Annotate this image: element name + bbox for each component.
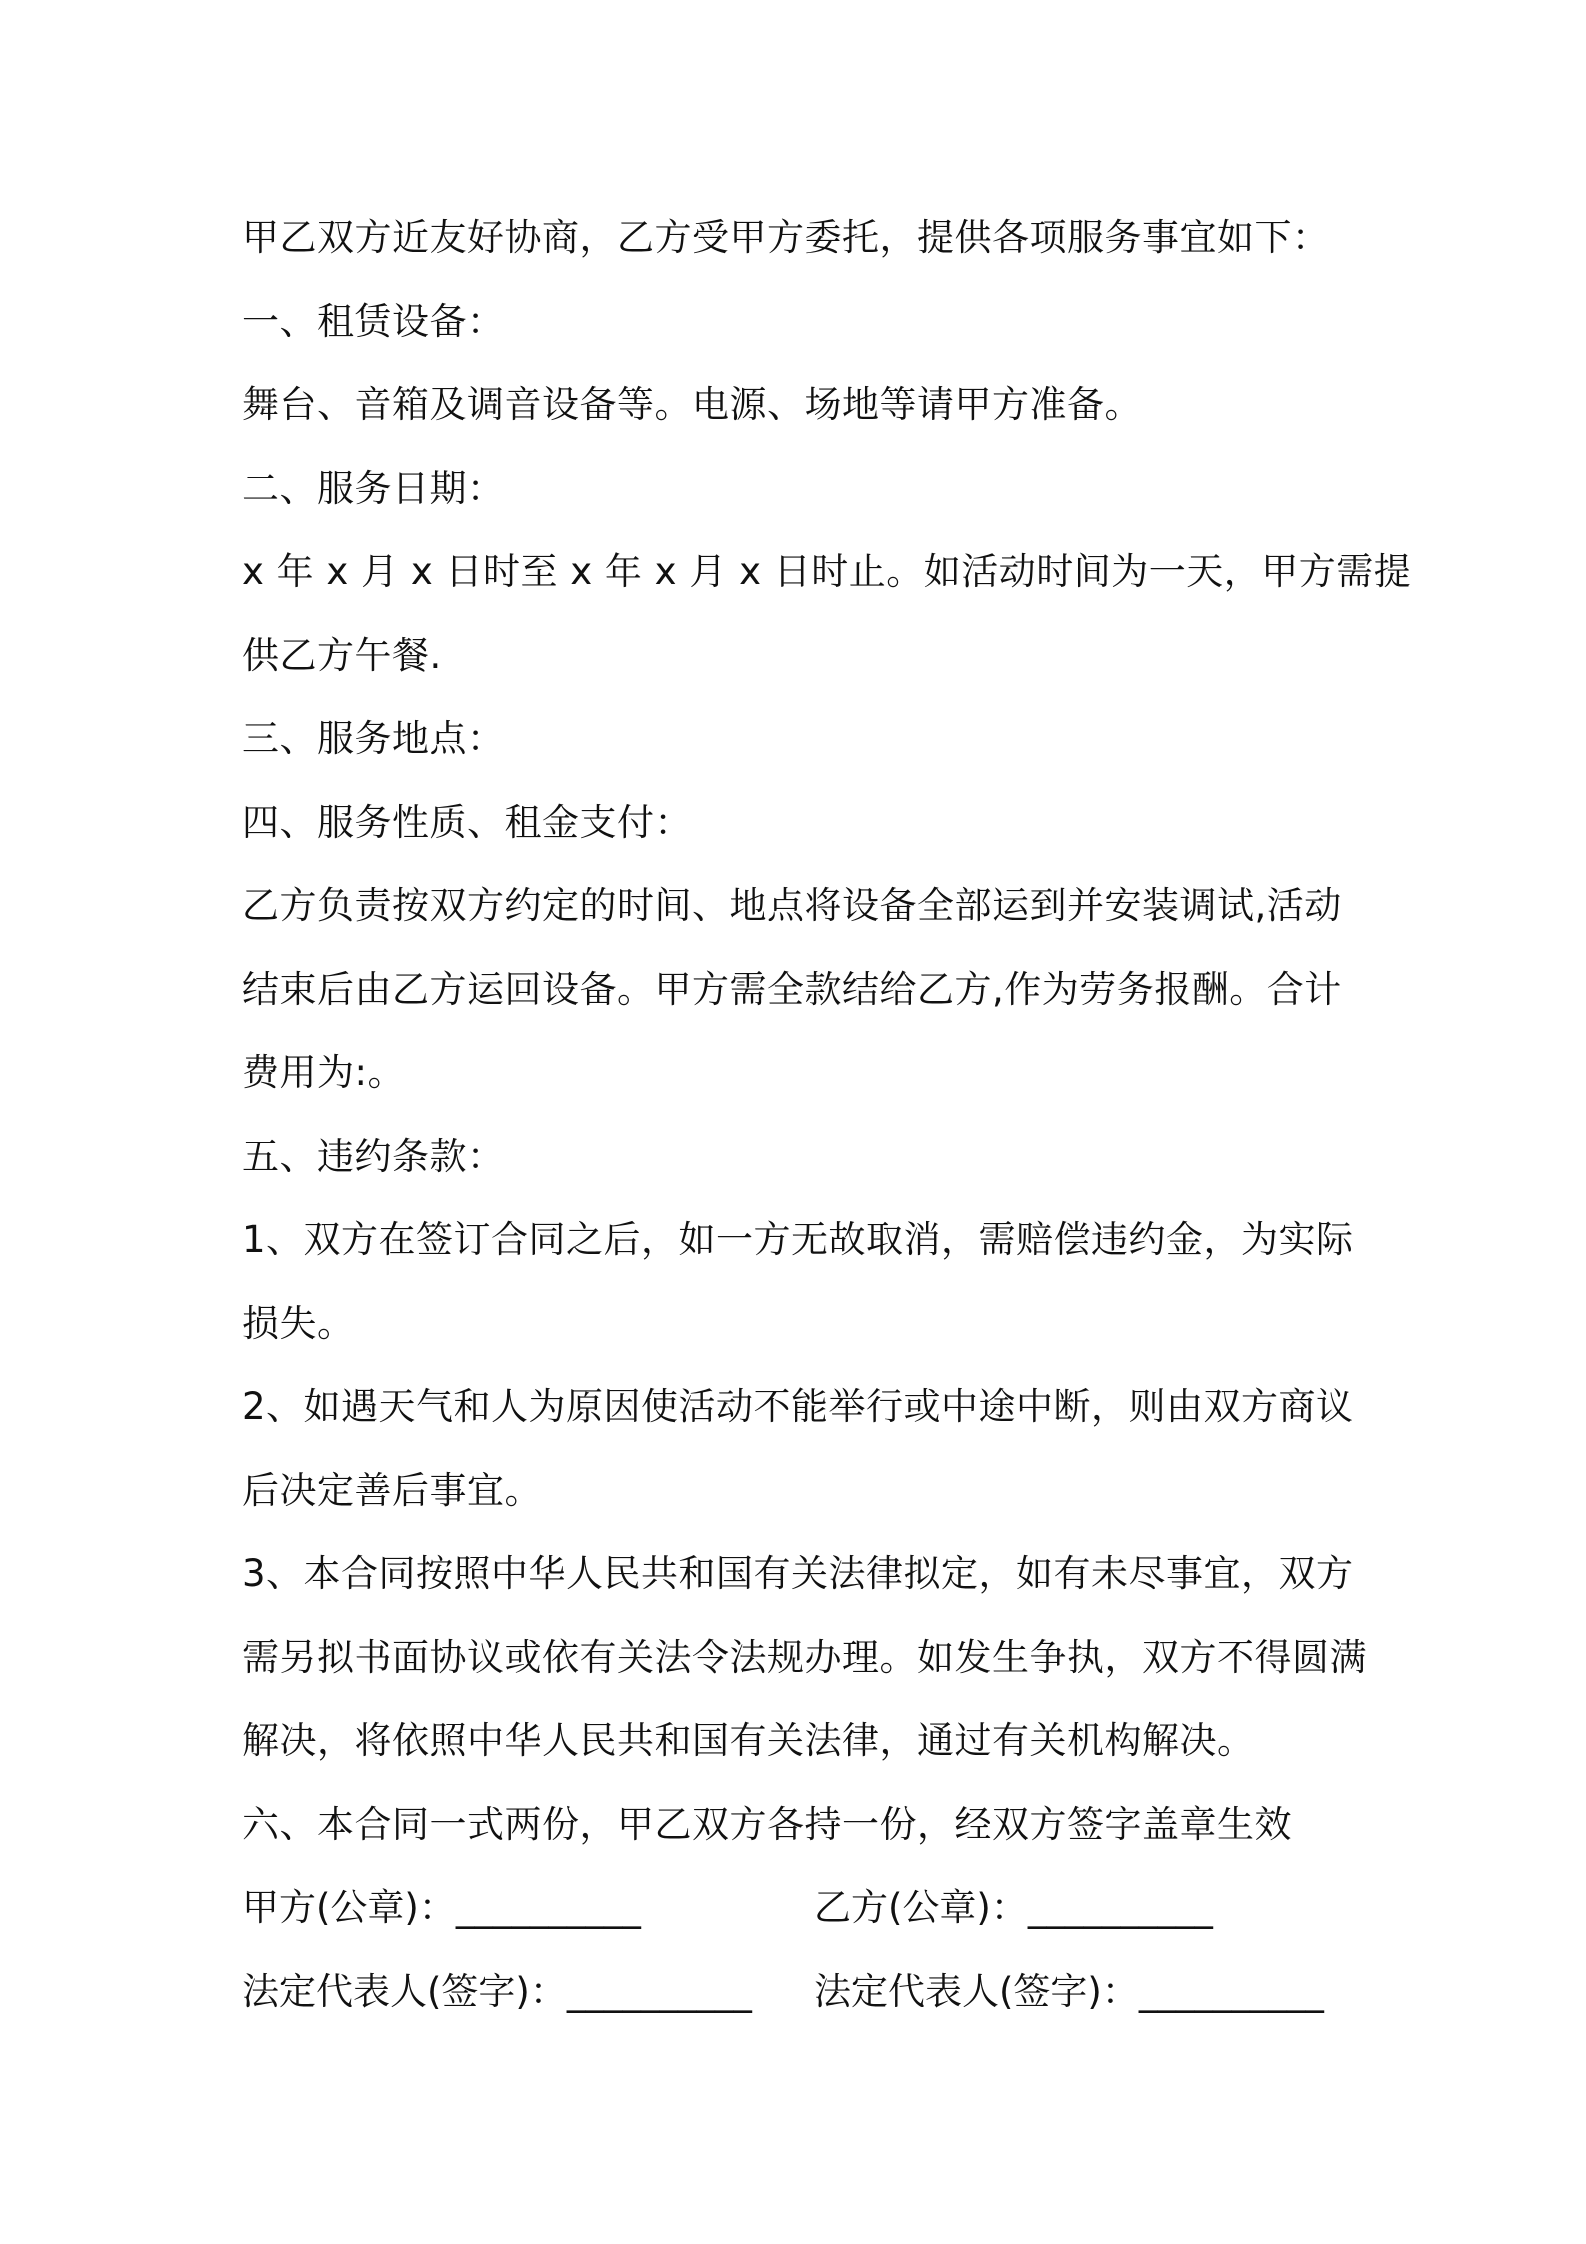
party-a-representative-field[interactable]: 法定代表人(签字)：__________	[242, 1969, 752, 2013]
signature-row-representative	[242, 1950, 1362, 2034]
section-heading-copies: 六、本合同一式两份，甲乙双方各持一份，经双方签字盖章生效	[242, 1802, 1292, 1846]
intro-paragraph: 甲乙双方近友好协商，乙方受甲方委托，提供各项服务事宜如下：	[242, 216, 1330, 259]
breach-clause-3: 3、本合同按照中华人民共和国有关法律拟定，如有未尽事宜，双方	[242, 1552, 1354, 1595]
breach-clause-2: 后决定善后事宜。	[242, 1468, 542, 1512]
breach-clause-1: 1、双方在签订合同之后，如一方无故取消，需赔偿违约金，为实际	[242, 1218, 1354, 1261]
breach-clause-1: 损失。	[242, 1301, 355, 1345]
payment-text: 费用为:。	[242, 1051, 405, 1094]
party-b-representative-field[interactable]: 法定代表人(签字)：__________	[814, 1969, 1324, 2013]
section-heading-service-date: 二、服务日期：	[242, 466, 505, 510]
section-heading-breach: 五、违约条款：	[242, 1134, 505, 1178]
payment-text: 结束后由乙方运回设备。甲方需全款结给乙方,作为劳务报酬。合计	[242, 967, 1342, 1011]
section-heading-service-location: 三、服务地点：	[242, 717, 505, 760]
section-heading-payment: 四、服务性质、租金支付：	[242, 800, 692, 844]
breach-clause-2: 2、如遇天气和人为原因使活动不能举行或中途中断，则由双方商议	[242, 1385, 1354, 1428]
breach-clause-3: 解决，将依照中华人民共和国有关法律，通过有关机构解决。	[242, 1719, 1255, 1762]
contract-document	[242, 196, 1412, 2033]
signature-row-seal	[242, 1866, 1362, 1950]
section-heading-equipment: 一、租赁设备：	[242, 299, 505, 343]
breach-clause-3: 需另拟书面协议或依有关法令法规办理。如发生争执，双方不得圆满	[242, 1635, 1367, 1679]
service-date-text: 供乙方午餐.	[242, 633, 442, 677]
party-a-seal-field[interactable]: 甲方(公章)：__________	[242, 1886, 641, 1929]
payment-text: 乙方负责按双方约定的时间、地点将设备全部运到并安装调试,活动	[242, 884, 1342, 927]
service-date-text: x 年 x 月 x 日时至 x 年 x 月 x 日时止。如活动时间为一天，甲方需提	[242, 550, 1412, 593]
equipment-text: 舞台、音箱及调音设备等。电源、场地等请甲方准备。	[242, 383, 1142, 426]
party-b-seal-field[interactable]: 乙方(公章)：__________	[814, 1886, 1213, 1929]
